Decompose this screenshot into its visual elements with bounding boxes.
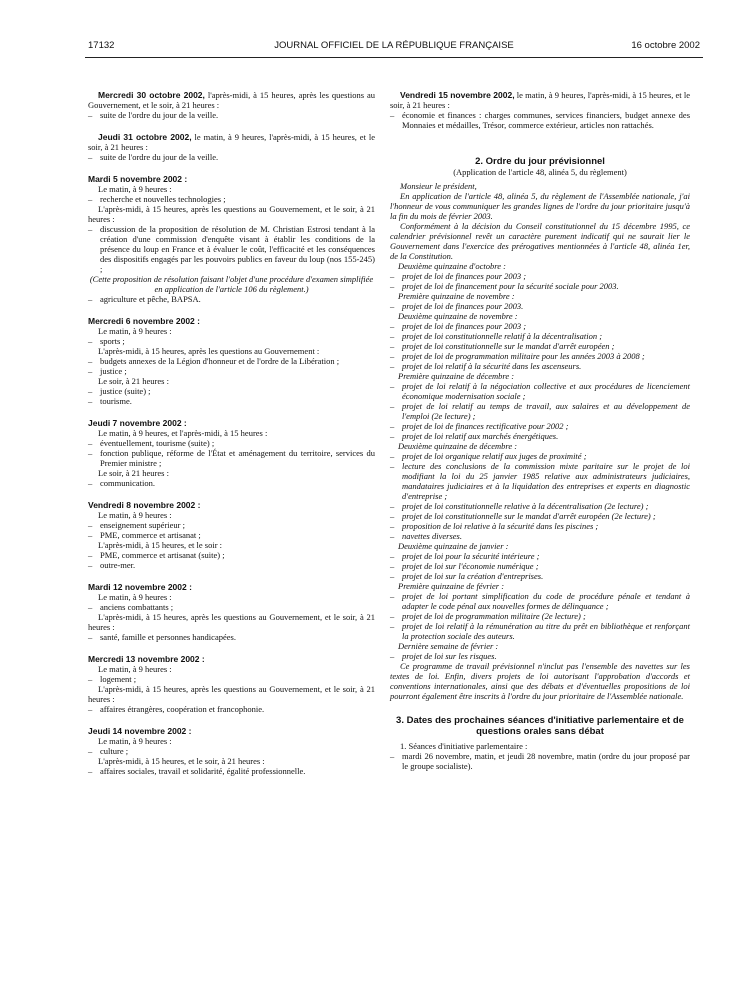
agenda-slot: L'après-midi, à 15 heures, après les questions au Gouvernement, et le soir, à 21 heures : <box>88 612 375 632</box>
agenda-item: – justice (suite) ; <box>88 386 151 396</box>
agenda-day: Vendredi 15 novembre 2002, le matin, à 9 heures, l'après-midi, à 15 heures, et le soir, à 21 heures : <box>390 90 690 110</box>
agenda-item: – projet de loi constitutionnelle relative à la décentralisation (2e lecture) ; <box>390 501 649 511</box>
agenda-item: – sports ; <box>88 336 125 346</box>
agenda-item: – budgets annexes de la Légion d'honneur et de l'ordre de la Libération ; <box>88 356 340 366</box>
agenda-item: – agriculture et pêche, BAPSA. <box>88 294 201 304</box>
agenda-item: – projet de loi sur l'économie numérique ; <box>390 561 539 571</box>
agenda-item: – projet de loi sur la création d'entreprises. <box>390 571 544 581</box>
letter-paragraph: En application de l'article 48, alinéa 5, du règlement de l'Assemblée nationale, j'ai l'honneur de vous communiquer les grandes lignes de l'ordre du jour prioritaire jusqu'à la fin du mois de février 2003. <box>390 191 690 221</box>
agenda-slot: Le matin, à 9 heures : <box>98 184 172 194</box>
agenda-day-heading: Mercredi 13 novembre 2002 : <box>88 654 205 664</box>
agenda-day-heading: Mardi 12 novembre 2002 : <box>88 582 192 592</box>
agenda-item: – projet de loi constitutionnelle relatif à la décentralisation ; <box>390 331 603 341</box>
letter-closing: Ce programme de travail prévisionnel n'inclut pas l'ensemble des navettes sur les textes de loi. Enfin, divers projets de loi autorisant l'approbation d'accords et conventions internationales, ainsi que des débats et d'éventuelles propositions de loi pourront également être inscrits à l'ordre du jour prioritaire de l'Assemblée nationale. <box>390 661 690 701</box>
agenda-item: – projet de loi pour la sécurité intérieure ; <box>390 551 540 561</box>
period-heading: Deuxième quinzaine de janvier : <box>398 541 509 551</box>
agenda-item: – projet de loi relatif au temps de travail, aux salaires et au développement de l'emploi (2e lecture) ; <box>390 401 690 421</box>
agenda-item: – culture ; <box>88 746 129 756</box>
agenda-item: – projet de loi constitutionnelle sur le mandat d'arrêt européen (2e lecture) ; <box>390 511 656 521</box>
agenda-day-heading: Jeudi 7 novembre 2002 : <box>88 418 187 428</box>
agenda-day: Jeudi 31 octobre 2002, le matin, à 9 heures, l'après-midi, à 15 heures, et le soir, à 21 heures : <box>88 132 376 152</box>
agenda-item: – discussion de la proposition de résolution de M. Christian Estrosi tendant à la création d'une commission d'enquête visant à établir les conditions de la présence du loup en France et à évaluer le coût, l'efficacité et les conséquences des dispositifs engagés par les pouvoirs publics en faveur du loup (nos 155-245) ; <box>88 224 375 274</box>
list-heading: 1. Séances d'initiative parlementaire : <box>400 741 528 751</box>
issue-date: 16 octobre 2002 <box>631 40 700 51</box>
agenda-item: – projet de loi organique relatif aux juges de proximité ; <box>390 451 587 461</box>
period-heading: Dernière semaine de février : <box>398 641 499 651</box>
agenda-item: – santé, famille et personnes handicapées. <box>88 632 236 642</box>
agenda-slot: L'après-midi, à 15 heures, et le soir, à 21 heures : <box>98 756 265 766</box>
agenda-item: – communication. <box>88 478 156 488</box>
period-heading: Première quinzaine de décembre : <box>398 371 515 381</box>
agenda-item: – mardi 26 novembre, matin, et jeudi 28 novembre, matin (ordre du jour proposé par le groupe socialiste). <box>390 751 690 771</box>
agenda-item: – lecture des conclusions de la commission mixte paritaire sur le projet de loi modifiant la loi du 25 janvier 1985 relative aux administrateurs judiciaires, mandataires judiciaires et à la liquidation des entreprises et experts en diagnostic d'entreprise ; <box>390 461 690 501</box>
agenda-slot: L'après-midi, à 15 heures, après les questions au Gouvernement : <box>98 346 320 356</box>
agenda-slot: Le matin, à 9 heures : <box>98 510 172 520</box>
journal-title: JOURNAL OFFICIEL DE LA RÉPUBLIQUE FRANÇAISE <box>274 40 514 51</box>
agenda-item: – outre-mer. <box>88 560 136 570</box>
period-heading: Première quinzaine de février : <box>398 581 505 591</box>
agenda-item: – projet de loi portant simplification du code de procédure pénale et tendant à adapter le code pénal aux nouvelles formes de délinquance ; <box>390 591 690 611</box>
letter-salutation: Monsieur le président, <box>400 181 477 191</box>
agenda-item: – projet de loi de finances pour 2003. <box>390 301 524 311</box>
agenda-day-heading: Mercredi 6 novembre 2002 : <box>88 316 200 326</box>
agenda-slot: L'après-midi, à 15 heures, après les questions au Gouvernement, et le soir, à 21 heures : <box>88 204 375 224</box>
agenda-slot: Le matin, à 9 heures : <box>98 736 172 746</box>
period-heading: Première quinzaine de novembre : <box>398 291 515 301</box>
agenda-item: – affaires étrangères, coopération et francophonie. <box>88 704 265 714</box>
header-rule <box>85 57 703 58</box>
agenda-item: – affaires sociales, travail et solidarité, égalité professionnelle. <box>88 766 306 776</box>
agenda-item: – éventuellement, tourisme (suite) ; <box>88 438 215 448</box>
left-column <box>88 90 375 776</box>
agenda-item: – projet de loi de financement pour la sécurité sociale pour 2003. <box>390 281 619 291</box>
agenda-item: – PME, commerce et artisanat ; <box>88 530 201 540</box>
agenda-item: – projet de loi de finances pour 2003 ; <box>390 321 527 331</box>
agenda-day-heading: Vendredi 8 novembre 2002 : <box>88 500 201 510</box>
page-header <box>88 40 700 54</box>
period-heading: Deuxième quinzaine de novembre : <box>398 311 518 321</box>
page-number: 17132 <box>88 40 115 51</box>
agenda-item: – recherche et nouvelles technologies ; <box>88 194 226 204</box>
period-heading: Deuxième quinzaine d'octobre : <box>398 261 506 271</box>
agenda-slot: L'après-midi, à 15 heures, et le soir : <box>98 540 223 550</box>
agenda-item: – fonction publique, réforme de l'État et aménagement du territoire, services du Premier ministre ; <box>88 448 375 468</box>
agenda-item: – suite de l'ordre du jour de la veille. <box>88 152 219 162</box>
agenda-item: – projet de loi relatif à la négociation collective et aux procédures de licenciement économique modernisation sociale ; <box>390 381 690 401</box>
agenda-item: – projet de loi de programmation militaire pour les années 2003 à 2008 ; <box>390 351 645 361</box>
agenda-slot: L'après-midi, à 15 heures, après les questions au Gouvernement, et le soir, à 21 heures : <box>88 684 375 704</box>
agenda-item: – anciens combattants ; <box>88 602 174 612</box>
agenda-item: – projet de loi relatif à la rémunération au titre du prêt en bibliothèque et renforçant la protection sociale des auteurs. <box>390 621 690 641</box>
section-subtitle: (Application de l'article 48, alinéa 5, du règlement) <box>453 167 627 177</box>
agenda-item: – logement ; <box>88 674 137 684</box>
agenda-item: – projet de loi de programmation militaire (2e lecture) ; <box>390 611 586 621</box>
agenda-item: – projet de loi relatif aux marchés énergétiques. <box>390 431 559 441</box>
period-heading: Deuxième quinzaine de décembre : <box>398 441 518 451</box>
agenda-slot: Le soir, à 21 heures : <box>98 376 169 386</box>
agenda-day-heading: Mardi 5 novembre 2002 : <box>88 174 188 184</box>
agenda-slot: Le matin, à 9 heures : <box>98 592 172 602</box>
agenda-slot: Le matin, à 9 heures : <box>98 326 172 336</box>
agenda-item: – tourisme. <box>88 396 132 406</box>
agenda-item: – projet de loi relatif à la sécurité dans les ascenseurs. <box>390 361 582 371</box>
agenda-item: – navettes diverses. <box>390 531 462 541</box>
agenda-item: – enseignement supérieur ; <box>88 520 185 530</box>
agenda-item: – suite de l'ordre du jour de la veille. <box>88 110 219 120</box>
agenda-slot: Le soir, à 21 heures : <box>98 468 169 478</box>
agenda-item: – PME, commerce et artisanat (suite) ; <box>88 550 225 560</box>
letter-paragraph: Conformément à la décision du Conseil constitutionnel du 15 décembre 1995, ce calendrier prévisionnel revêt un caractère purement indicatif qui ne saurait lier le Gouvernement dans l'exercice des prérogatives mentionnées à l'article 48, alinéa 1er, de la Constitution. <box>390 221 690 261</box>
agenda-slot: Le matin, à 9 heures : <box>98 664 172 674</box>
agenda-item: – projet de loi constitutionnelle sur le mandat d'arrêt européen ; <box>390 341 615 351</box>
agenda-day-heading: Jeudi 14 novembre 2002 : <box>88 726 192 736</box>
agenda-item: – économie et finances : charges communes, services financiers, budget annexe des Monnaies et médailles, Trésor, commerce extérieur, articles non rattachés. <box>390 110 690 130</box>
agenda-item: – proposition de loi relative à la sécurité dans les piscines ; <box>390 521 599 531</box>
agenda-item: – projet de loi de finances pour 2003 ; <box>390 271 527 281</box>
section-title: 3. Dates des prochaines séances d'initiative parlementaire et de questions orales sans débat <box>396 715 684 737</box>
right-column <box>390 90 690 771</box>
agenda-day: Mercredi 30 octobre 2002, l'après-midi, à 15 heures, après les questions au Gouvernement, et le soir, à 21 heures : <box>88 90 375 110</box>
section-title: 2. Ordre du jour prévisionnel <box>475 156 605 167</box>
agenda-slot: Le matin, à 9 heures, et l'après-midi, à 15 heures : <box>98 428 268 438</box>
agenda-item: – justice ; <box>88 366 127 376</box>
agenda-note: (Cette proposition de résolution faisant l'objet d'une procédure d'examen simplifiée en application de l'article 106 du règlement.) <box>89 274 374 294</box>
agenda-item: – projet de loi sur les risques. <box>390 651 497 661</box>
agenda-item: – projet de loi de finances rectificative pour 2002 ; <box>390 421 569 431</box>
